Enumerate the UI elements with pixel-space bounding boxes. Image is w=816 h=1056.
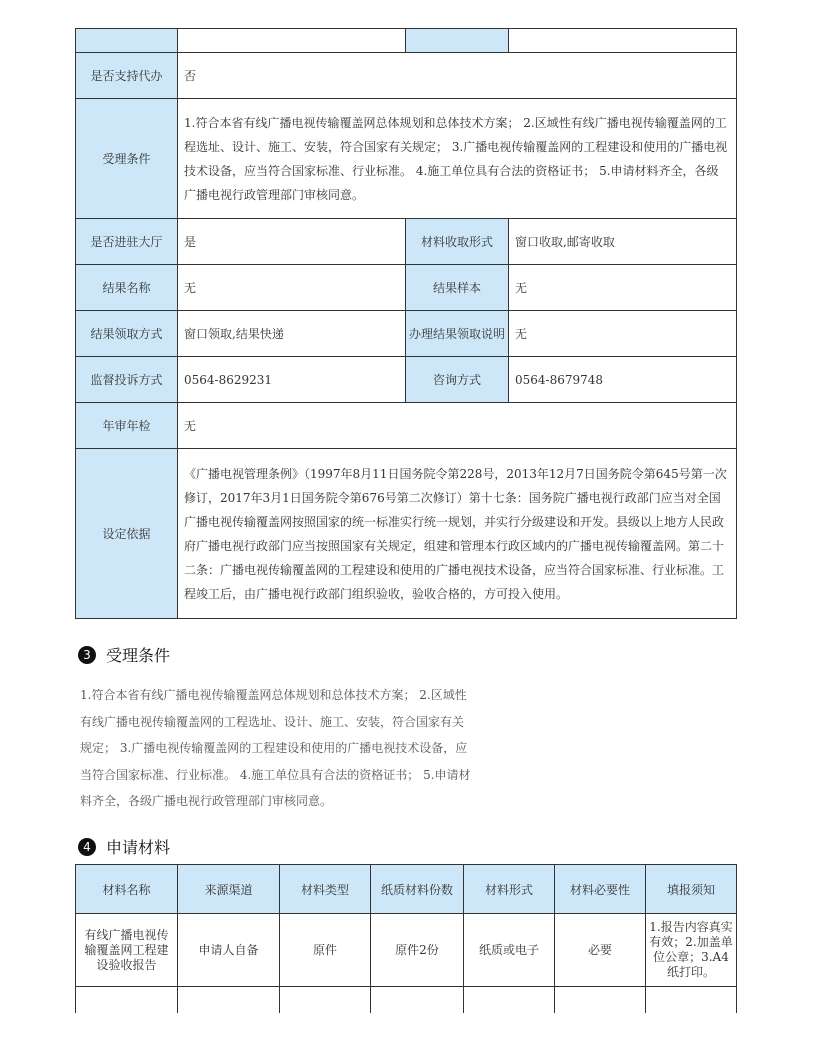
cut-off-label-cell <box>406 29 509 53</box>
number-4-icon: 4 <box>78 838 96 856</box>
empty-cell <box>371 987 464 1014</box>
table-row <box>76 311 737 357</box>
table-row <box>76 403 737 449</box>
result-sample-value: 无 <box>509 265 737 311</box>
table-row <box>76 219 737 265</box>
table-row <box>76 357 737 403</box>
materials-header-row <box>76 865 737 914</box>
section-3-title: 受理条件 <box>106 646 171 665</box>
section-3-heading <box>78 643 170 666</box>
material-type-cell: 原件 <box>280 914 371 987</box>
empty-cell <box>464 987 555 1014</box>
table-row <box>76 29 737 53</box>
result-get-note-value: 无 <box>509 311 737 357</box>
basis-value: 《广播电视管理条例》（1997年8月11日国务院令第228号，2013年12月7日国务院令第645号第一次修订，2017年3月1日国务院令第676号第二次修订）第十七条：国务院广播电视行政部门应当对全国广播电视传输覆盖网按照国家的统一标准实行统一规划，并实行分级建设和开发。县级以上地方人民政府广播电视行政部门应当按照国家有关规定，组建和管理本行政区域内的广播电视传输覆盖网。第二十二条：广播电视传输覆盖网的工程建设和使用的广播电视技术设备，应当符合国家标准、行业标准。工程竣工后，由广播电视行政部门组织验收，验收合格的，方可投入使用。 <box>178 449 737 619</box>
empty-cell <box>280 987 371 1014</box>
cut-off-value-cell <box>509 29 737 53</box>
condition-label: 受理条件 <box>76 99 178 219</box>
material-name-cell: 有线广播电视传输覆盖网工程建设验收报告 <box>76 914 178 987</box>
condition-value: 1.符合本省有线广播电视传输覆盖网总体规划和总体技术方案； 2.区域性有线广播电视传输覆盖网的工程选址、设计、施工、安装，符合国家有关规定； 3.广播电视传输覆盖网的工程建设和使用的广播电视技术设备，应当符合国家标准、行业标准。 4.施工单位具有合法的资格证书； 5.申请材料齐全，各级广播电视行政管理部门审核同意。 <box>178 99 737 219</box>
paper-copies-cell: 原件2份 <box>371 914 464 987</box>
header-material-type: 材料类型 <box>280 865 371 914</box>
section-4-heading <box>78 835 170 858</box>
hall-value: 是 <box>178 219 406 265</box>
annual-label: 年审年检 <box>76 403 178 449</box>
table-row <box>76 99 737 219</box>
header-necessity: 材料必要性 <box>555 865 646 914</box>
empty-cell <box>76 987 178 1014</box>
consult-label: 咨询方式 <box>406 357 509 403</box>
result-sample-label: 结果样本 <box>406 265 509 311</box>
complaint-value: 0564-8629231 <box>178 357 406 403</box>
number-3-icon: 3 <box>78 646 96 664</box>
service-info-table <box>75 28 737 619</box>
cut-off-value-cell <box>178 29 406 53</box>
section-4-title: 申请材料 <box>106 838 171 857</box>
complaint-label: 监督投诉方式 <box>76 357 178 403</box>
empty-cell <box>646 987 737 1014</box>
hall-label: 是否进驻大厅 <box>76 219 178 265</box>
header-source: 来源渠道 <box>178 865 280 914</box>
table-row <box>76 987 737 1014</box>
header-filling-notes: 填报须知 <box>646 865 737 914</box>
header-material-form: 材料形式 <box>464 865 555 914</box>
result-name-label: 结果名称 <box>76 265 178 311</box>
receive-form-value: 窗口收取,邮寄收取 <box>509 219 737 265</box>
result-get-label: 结果领取方式 <box>76 311 178 357</box>
consult-value: 0564-8679748 <box>509 357 737 403</box>
empty-cell <box>178 987 280 1014</box>
support-agent-value: 否 <box>178 53 737 99</box>
result-get-note-label: 办理结果领取说明 <box>406 311 509 357</box>
materials-table <box>75 864 737 1013</box>
result-get-value: 窗口领取,结果快递 <box>178 311 406 357</box>
table-row <box>76 914 737 987</box>
empty-cell <box>555 987 646 1014</box>
condition-text: 1.符合本省有线广播电视传输覆盖网总体规划和总体技术方案； 2.区域性有线广播电视传输覆盖网的工程选址、设计、施工、安装，符合国家有关规定； 3.广播电视传输覆盖网的工程建设和使用的广播电视技术设备，应当符合国家标准、行业标准。 4.施工单位具有合法的资格证书； 5.申请材料齐全，各级广播电视行政管理部门审核同意。 <box>80 688 471 808</box>
result-name-value: 无 <box>178 265 406 311</box>
necessity-cell: 必要 <box>555 914 646 987</box>
annual-value: 无 <box>178 403 737 449</box>
material-form-cell: 纸质或电子 <box>464 914 555 987</box>
table-row <box>76 449 737 619</box>
cut-off-label-cell <box>76 29 178 53</box>
filling-notes-cell: 1.报告内容真实有效；2.加盖单位公章；3.A4纸打印。 <box>646 914 737 987</box>
table-row <box>76 53 737 99</box>
header-paper-copies: 纸质材料份数 <box>371 865 464 914</box>
receive-form-label: 材料收取形式 <box>406 219 509 265</box>
basis-label: 设定依据 <box>76 449 178 619</box>
support-agent-label: 是否支持代办 <box>76 53 178 99</box>
source-cell: 申请人自备 <box>178 914 280 987</box>
table-row <box>76 265 737 311</box>
header-material-name: 材料名称 <box>76 865 178 914</box>
